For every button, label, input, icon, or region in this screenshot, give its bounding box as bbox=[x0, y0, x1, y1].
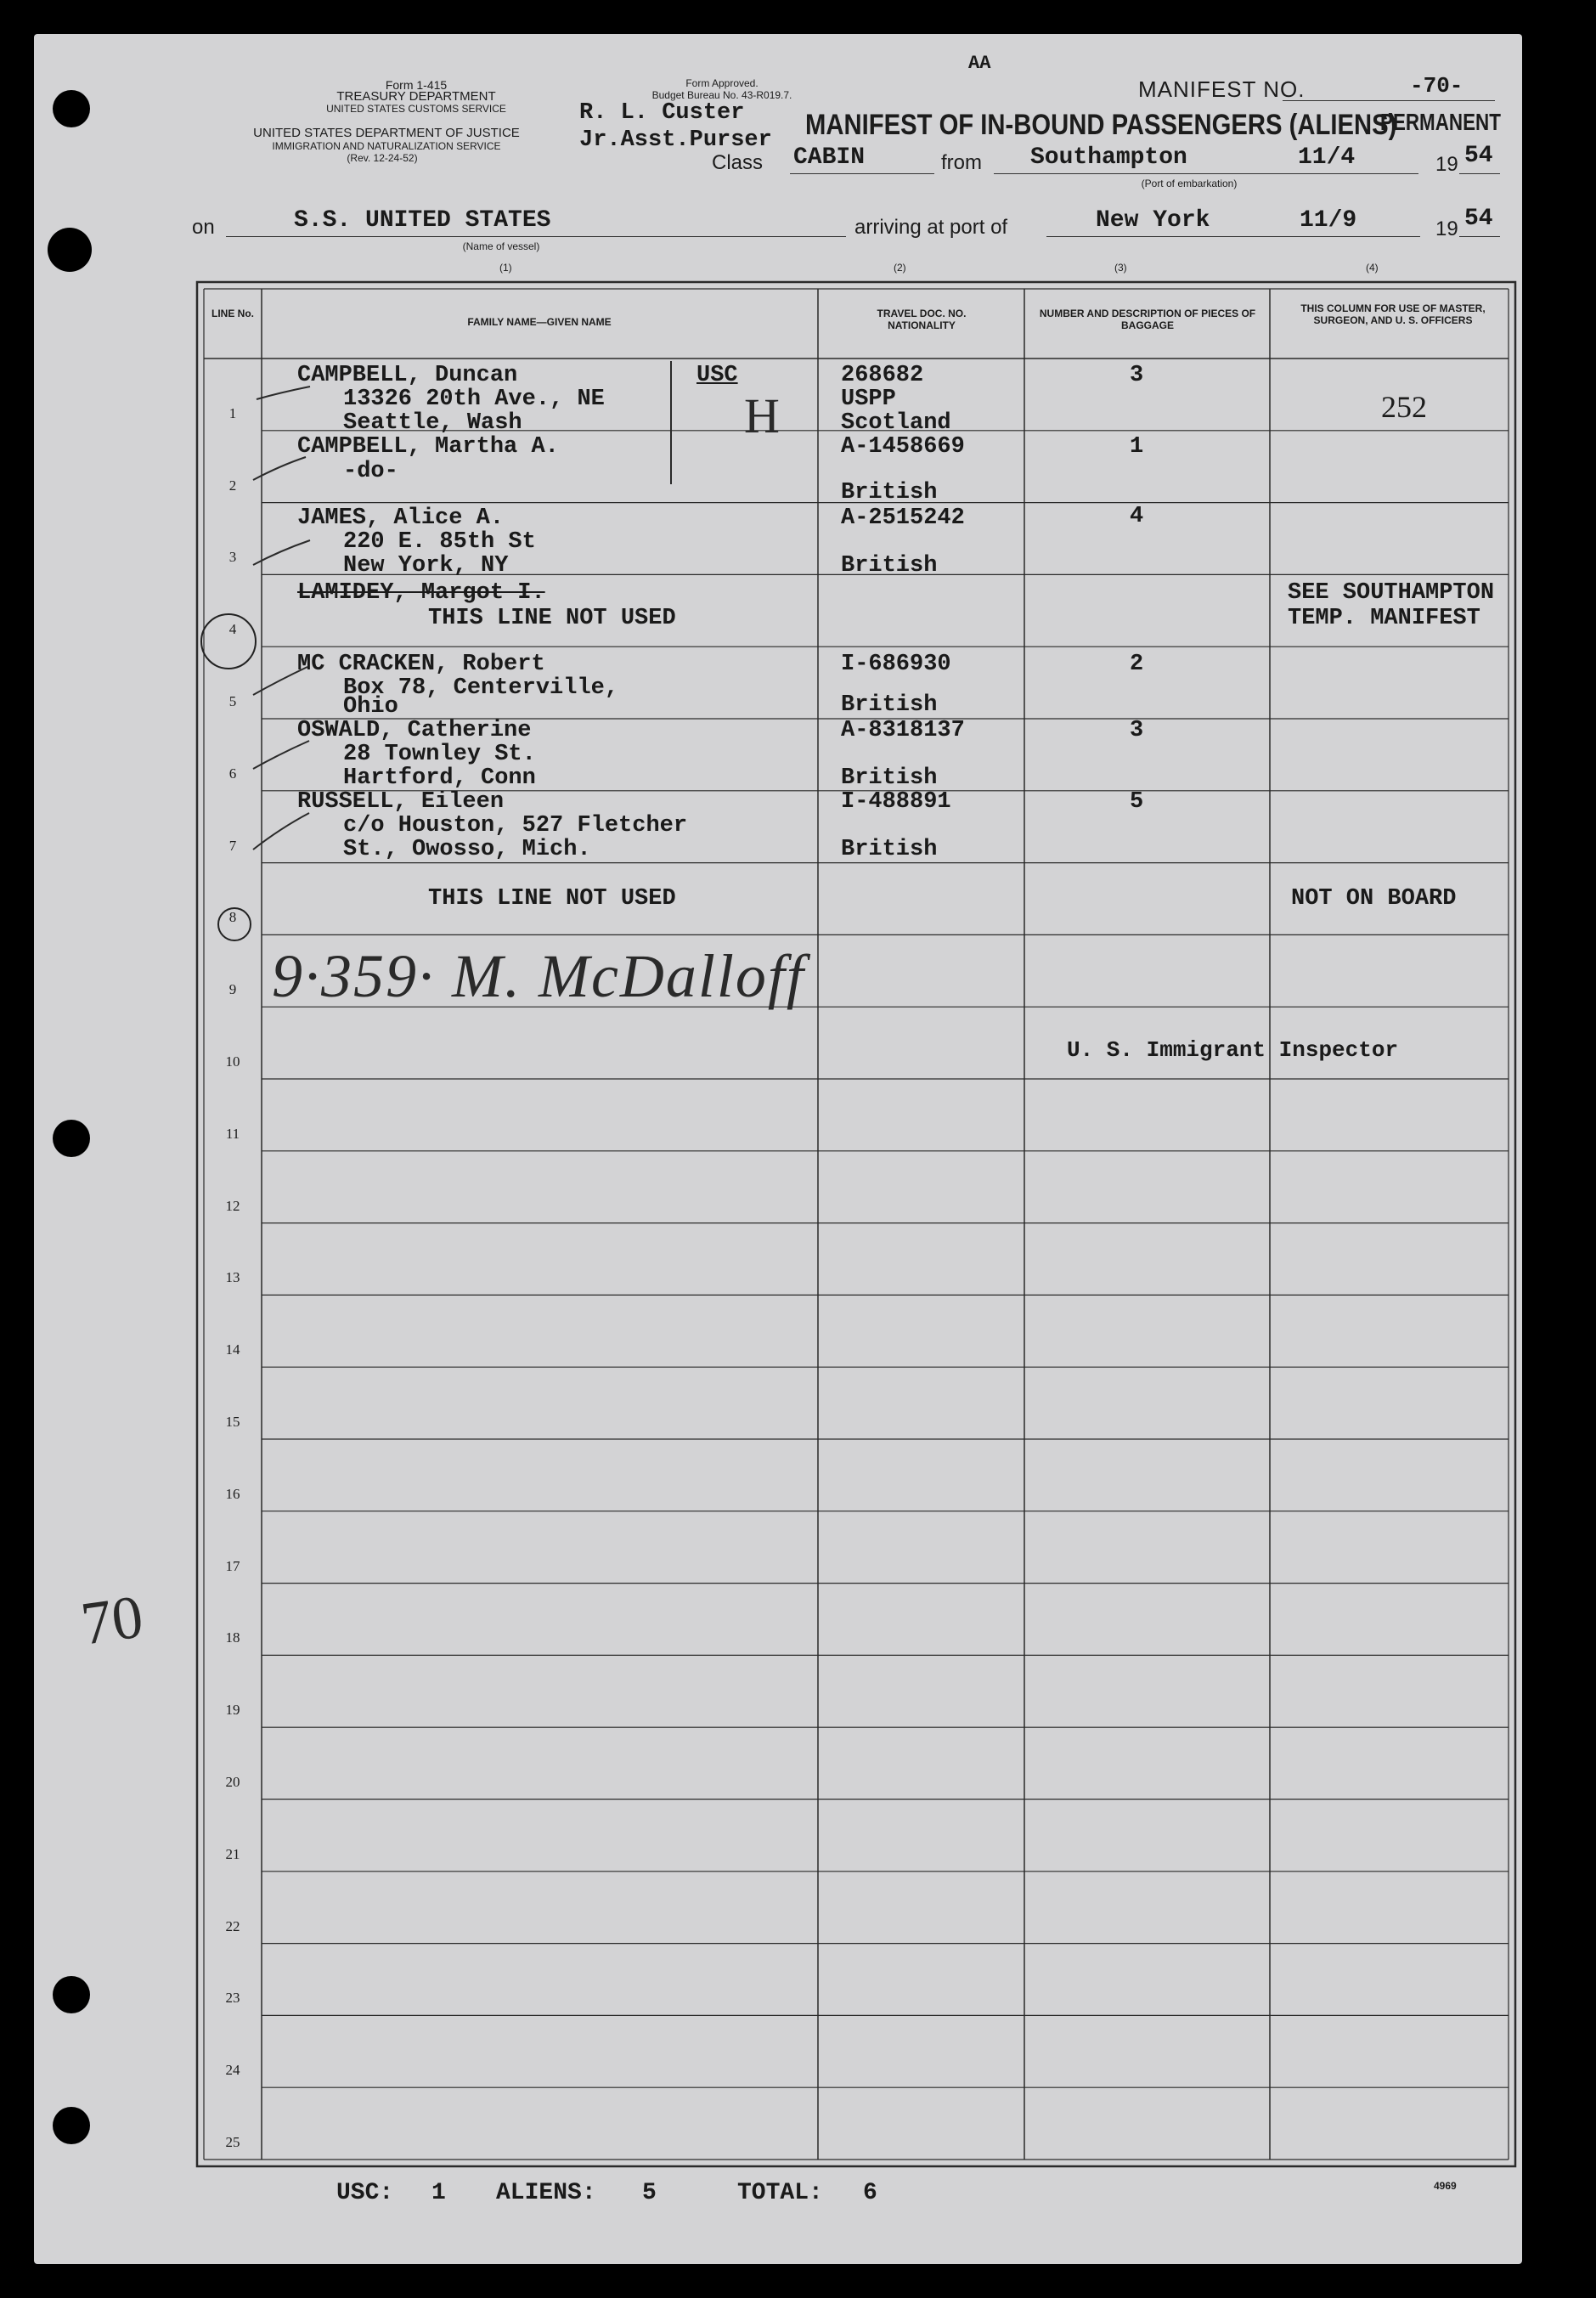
line-number: 18 bbox=[225, 1629, 240, 1646]
entry-name: OSWALD, Catherine bbox=[297, 718, 532, 743]
depart-year: 54 bbox=[1464, 143, 1493, 169]
entry-address: -do- bbox=[343, 459, 398, 484]
entry-address: New York, NY bbox=[343, 553, 509, 579]
footer-code: 4969 bbox=[1434, 2180, 1457, 2192]
arrival-date: 11/9 bbox=[1300, 207, 1357, 234]
total-label: TOTAL: bbox=[737, 2180, 823, 2206]
margin-note: 70 bbox=[76, 1582, 148, 1658]
line-number: 17 bbox=[225, 1557, 240, 1574]
class-value: CABIN bbox=[793, 144, 866, 171]
manifest-no-value: -70- bbox=[1410, 73, 1463, 99]
arriving-label: arriving at port of bbox=[854, 216, 1008, 239]
aliens-value: 5 bbox=[642, 2180, 657, 2206]
line-number: 10 bbox=[225, 1053, 240, 1070]
entry-nationality: British bbox=[841, 837, 938, 862]
entry-nationality: British bbox=[841, 692, 938, 718]
line-number: 14 bbox=[225, 1341, 240, 1358]
budget-bureau: Budget Bureau No. 43-R019.7. bbox=[651, 89, 792, 101]
entry-address: Box 78, Centerville, bbox=[343, 675, 619, 701]
line-number: 12 bbox=[225, 1197, 240, 1214]
entry-doc: A-1458669 bbox=[841, 434, 965, 460]
column-header-name: FAMILY NAME—GIVEN NAME bbox=[467, 316, 612, 328]
manifest-page bbox=[34, 34, 1522, 2264]
line-number: 24 bbox=[225, 2062, 240, 2079]
arrival-year-prefix: 19 bbox=[1435, 217, 1458, 240]
revision: (Rev. 12-24-52) bbox=[347, 152, 418, 164]
line-number: 9 bbox=[228, 981, 237, 998]
entry-address: St., Owosso, Mich. bbox=[343, 837, 591, 862]
aa-mark: AA bbox=[968, 53, 991, 74]
entry-name: RUSSELL, Eileen bbox=[297, 789, 505, 815]
line-number: 19 bbox=[225, 1702, 240, 1719]
line-number: 1 bbox=[228, 404, 237, 421]
entry-baggage: 2 bbox=[1130, 652, 1144, 677]
line-number: 5 bbox=[228, 693, 237, 709]
entry-name: CAMPBELL, Duncan bbox=[297, 363, 518, 388]
line-number: 6 bbox=[228, 765, 237, 782]
arrival-year: 54 bbox=[1464, 206, 1493, 232]
line-not-used: THIS LINE NOT USED bbox=[428, 886, 676, 912]
from-port: Southampton bbox=[1030, 144, 1187, 171]
vessel-caption: (Name of vessel) bbox=[462, 240, 540, 252]
line-number: 15 bbox=[225, 1414, 240, 1430]
usc-label: USC: bbox=[336, 2180, 394, 2206]
permanent-label: PERMANENT bbox=[1380, 109, 1501, 135]
column-header-travel-doc: TRAVEL DOC. NO. NATIONALITY bbox=[877, 308, 967, 331]
entry-name: MC CRACKEN, Robert bbox=[297, 652, 545, 677]
line-number: 4 bbox=[228, 621, 237, 638]
entry-address: Ohio bbox=[343, 694, 398, 720]
entry-doc: I-686930 bbox=[841, 652, 951, 677]
line-number: 8 bbox=[228, 909, 237, 926]
entry-baggage: 1 bbox=[1130, 434, 1144, 460]
line-number: 7 bbox=[228, 837, 237, 854]
aliens-label: ALIENS: bbox=[496, 2180, 596, 2206]
binder-hole bbox=[48, 228, 92, 272]
entry-address: Hartford, Conn bbox=[343, 765, 536, 791]
column-number: (3) bbox=[1114, 262, 1127, 274]
treasury-heading: TREASURY DEPARTMENT bbox=[336, 89, 496, 104]
arrival-port: New York bbox=[1096, 207, 1210, 234]
form-number: Form 1-415 bbox=[385, 78, 448, 92]
column-number: (1) bbox=[499, 262, 512, 274]
entry-doc: A-8318137 bbox=[841, 718, 965, 743]
line-number: 21 bbox=[225, 1845, 240, 1862]
entry-address: 220 E. 85th St bbox=[343, 529, 536, 555]
inspector-caption: U. S. Immigrant Inspector bbox=[1067, 1037, 1399, 1063]
purser-name: R. L. Custer bbox=[579, 100, 745, 126]
manifest-no-label: MANIFEST NO. bbox=[1138, 76, 1306, 102]
entry-name: CAMPBELL, Martha A. bbox=[297, 434, 559, 460]
entry-address: 28 Townley St. bbox=[343, 742, 536, 767]
entry-handmark: H bbox=[744, 388, 780, 443]
purser-title: Jr.Asst.Purser bbox=[579, 127, 772, 153]
inspector-signature: 9·359· M. McDalloff bbox=[272, 942, 805, 1010]
customs-heading: UNITED STATES CUSTOMS SERVICE bbox=[326, 103, 506, 115]
column-header-officers: THIS COLUMN FOR USE OF MASTER, SURGEON, AND U. S. OFFICERS bbox=[1300, 302, 1486, 326]
depart-date: 11/4 bbox=[1298, 144, 1356, 171]
entry-nationality: British bbox=[841, 480, 938, 505]
entry-nationality: Scotland bbox=[841, 410, 951, 436]
column-header-line-no: LINE No. bbox=[211, 308, 254, 319]
class-label: Class bbox=[712, 151, 764, 174]
column-number: (2) bbox=[894, 262, 906, 274]
entry-doc-type: USPP bbox=[841, 387, 896, 412]
total-value: 6 bbox=[863, 2180, 877, 2206]
circle-mark-line-4 bbox=[200, 613, 257, 669]
line-number: 20 bbox=[225, 1774, 240, 1790]
entry-status: USC bbox=[696, 363, 738, 388]
form-approved: Form Approved. bbox=[685, 77, 759, 89]
entry-name: JAMES, Alice A. bbox=[297, 505, 505, 531]
line-number: 16 bbox=[225, 1485, 240, 1502]
on-label: on bbox=[192, 216, 215, 239]
line-number: 22 bbox=[225, 1917, 240, 1934]
port-embarkation-caption: (Port of embarkation) bbox=[1141, 178, 1238, 189]
entry-nationality: British bbox=[841, 765, 938, 791]
manifest-title: MANIFEST OF IN-BOUND PASSENGERS (ALIENS) bbox=[805, 109, 1397, 141]
entry-baggage: 3 bbox=[1130, 718, 1144, 743]
entry-officer-note: SEE SOUTHAMPTON bbox=[1288, 580, 1495, 606]
entry-address: 13326 20th Ave., NE bbox=[343, 387, 605, 412]
justice-heading: UNITED STATES DEPARTMENT OF JUSTICE bbox=[253, 126, 520, 140]
from-label: from bbox=[941, 151, 982, 174]
entry-name-struck: LAMIDEY, Margot I. bbox=[297, 580, 545, 606]
entry-address: Seattle, Wash bbox=[343, 410, 522, 436]
line-number: 11 bbox=[225, 1125, 240, 1142]
column-header-baggage: NUMBER AND DESCRIPTION OF PIECES OF BAGGAGE bbox=[1039, 308, 1256, 331]
entry-officer-note: 252 bbox=[1381, 390, 1427, 424]
circle-mark-line-8 bbox=[217, 907, 251, 941]
ins-heading: IMMIGRATION AND NATURALIZATION SERVICE bbox=[272, 140, 501, 152]
entry-nationality: British bbox=[841, 553, 938, 579]
binder-hole bbox=[53, 2107, 90, 2144]
entry-officer-note: NOT ON BOARD bbox=[1291, 886, 1457, 912]
entry-baggage: 3 bbox=[1130, 363, 1144, 388]
line-number: 23 bbox=[225, 1990, 240, 2007]
line-number: 25 bbox=[225, 2134, 240, 2150]
binder-hole bbox=[53, 1976, 90, 2013]
year-prefix: 19 bbox=[1435, 153, 1458, 176]
binder-hole bbox=[53, 1120, 90, 1157]
entry-address: c/o Houston, 527 Fletcher bbox=[343, 813, 688, 838]
column-number: (4) bbox=[1366, 262, 1379, 274]
line-number: 13 bbox=[225, 1269, 240, 1286]
entry-baggage: 4 bbox=[1130, 504, 1144, 529]
usc-value: 1 bbox=[431, 2180, 446, 2206]
entry-doc: 268682 bbox=[841, 363, 924, 388]
line-not-used: THIS LINE NOT USED bbox=[428, 606, 676, 631]
entry-doc: I-488891 bbox=[841, 789, 951, 815]
entry-officer-note: TEMP. MANIFEST bbox=[1288, 606, 1480, 631]
binder-hole bbox=[53, 90, 90, 127]
line-number: 3 bbox=[228, 549, 237, 566]
vessel-name: S.S. UNITED STATES bbox=[294, 207, 551, 234]
line-number: 2 bbox=[228, 477, 237, 494]
entry-doc: A-2515242 bbox=[841, 505, 965, 531]
entry-baggage: 5 bbox=[1130, 789, 1144, 815]
